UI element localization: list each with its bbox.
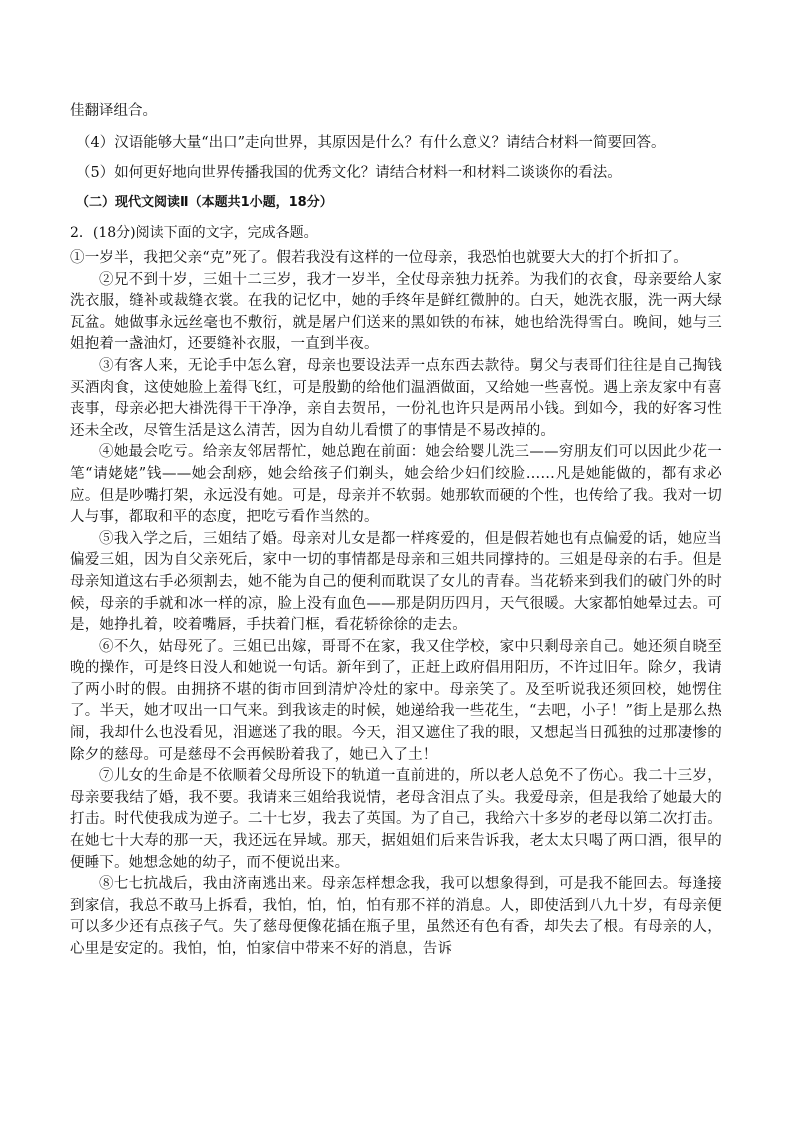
- question-intro: 2．(18分)阅读下面的文字，完成各题。: [70, 225, 318, 241]
- paragraph-2: ②兄不到十岁，三姐十二三岁，我才一岁半，全仗母亲独力抚养。为我们的衣食，母亲要给人家洗衣服，缝补或裁缝衣裳。在我的记忆中，她的手终年是鲜红微肿的。白天，她洗衣服，洗一两大绿瓦盆。她做事永远丝毫也不敷衍，就是屠户们送来的黑如铁的布袜，她也给洗得雪白。晚间，她与三姐抱着一盏油灯，还要缝补衣服，一直到半夜。: [70, 271, 722, 353]
- paragraph-6: ⑥不久，姑母死了。三姐已出嫁，哥哥不在家，我又住学校，家中只剩母亲自己。她还须自晓至晚的操作，可是终日没人和她说一句话。新年到了，正赶上政府倡用阳历，不许过旧年。除夕，我请了两小时的假。由拥挤不堪的街市回到清炉冷灶的家中。母亲笑了。及至听说我还须回校，她愣住了。半天，她才叹出一口气来。到我该走的时候，她递给我一些花生，“去吧，小子！”街上是那么热闹，我却什么也没看见，泪遮迷了我的眼。今天，泪又遮住了我的眼，又想起当日孤独的过那凄惨的除夕的慈母。可是慈母不会再候盼着我了，她已入了土！: [70, 638, 722, 763]
- question-5: （5）如何更好地向世界传播我国的优秀文化？请结合材料一和材料二谈谈你的看法。: [76, 165, 622, 181]
- paragraph-4: ④她最会吃亏。给亲友邻居帮忙，她总跑在前面：她会给婴儿洗三——穷朋友们可以因此少花一笔“请姥姥”钱——她会刮痧，她会给孩子们剃头，她会给少妇们绞脸……凡是她能做的，都有求必应。但是吵嘴打架，永远没有她。可是，母亲并不软弱。她那软而硬的个性，也传给了我。我对一切人与事，都取和平的态度，把吃亏看作当然的。: [70, 444, 722, 526]
- paragraph-7: ⑦儿女的生命是不依顺着父母所设下的轨道一直前进的，所以老人总免不了伤心。我二十三岁，母亲要我结了婚，我不要。我请来三姐给我说情，老母含泪点了头。我爱母亲，但是我给了她最大的打击。时代使我成为逆子。二十七岁，我去了英国。为了自己，我给六十多岁的老母以第二次打击。在她七十大寿的那一天，我还远在异域。那天，据姐姐们后来告诉我，老太太只喝了两口酒，很早的便睡下。她想念她的幼子，而不便说出来。: [70, 768, 722, 871]
- paragraph-8: ⑧七七抗战后，我由济南逃出来。母亲怎样想念我，我可以想象得到，可是我不能回去。每逢接到家信，我总不敢马上拆看，我怕，怕，怕，怕有那不祥的消息。人，即使活到八九十岁，有母亲便可以多少还有点孩子气。失了慈母便像花插在瓶子里，虽然还有色有香，却失去了根。有母亲的人，心里是安定的。我怕，怕，怕家信中带来不好的消息，告诉: [70, 876, 722, 957]
- section-title: （二）现代文阅读Ⅱ（本题共1小题，18分）: [76, 195, 333, 210]
- paragraph-1: ①一岁半，我把父亲“克”死了。假若我没有这样的一位母亲，我恐怕也就要大大的打个折扣了。: [70, 250, 688, 266]
- continuation-line: 佳翻译组合。: [70, 103, 157, 119]
- paragraph-3: ③有客人来，无论手中怎么窘，母亲也要设法弄一点东西去款待。舅父与表哥们往往是自己掏钱买酒肉食，这使她脸上羞得飞红，可是殷勤的给他们温酒做面，又给她一些喜悦。遇上亲友家中有喜丧事，母亲必把大褂洗得干干净净，亲自去贺吊，一份礼也许只是两吊小钱。到如今，我的好客习性还未全改，尽管生活是这么清苦，因为自幼儿看惯了的事情是不易改掉的。: [70, 357, 722, 439]
- paragraph-5: ⑤我入学之后，三姐结了婚。母亲对儿女是都一样疼爱的，但是假若她也有点偏爱的话，她应当偏爱三姐，因为自父亲死后，家中一切的事情都是母亲和三姐共同撑持的。三姐是母亲的右手。但是母亲知道这右手必须割去，她不能为自己的便利而耽误了女儿的青春。当花轿来到我们的破门外的时候，母亲的手就和冰一样的凉，脸上没有血色——那是阴历四月，天气很暖。大家都怕她晕过去。可是，她挣扎着，咬着嘴唇，手扶着门框，看花轿徐徐的走去。: [70, 530, 722, 634]
- question-4: （4）汉语能够大量“出口”走向世界，其原因是什么？有什么意义？请结合材料一简要回答。: [76, 135, 666, 151]
- document-page: [70, 98, 722, 961]
- reading-passage: [70, 248, 722, 961]
